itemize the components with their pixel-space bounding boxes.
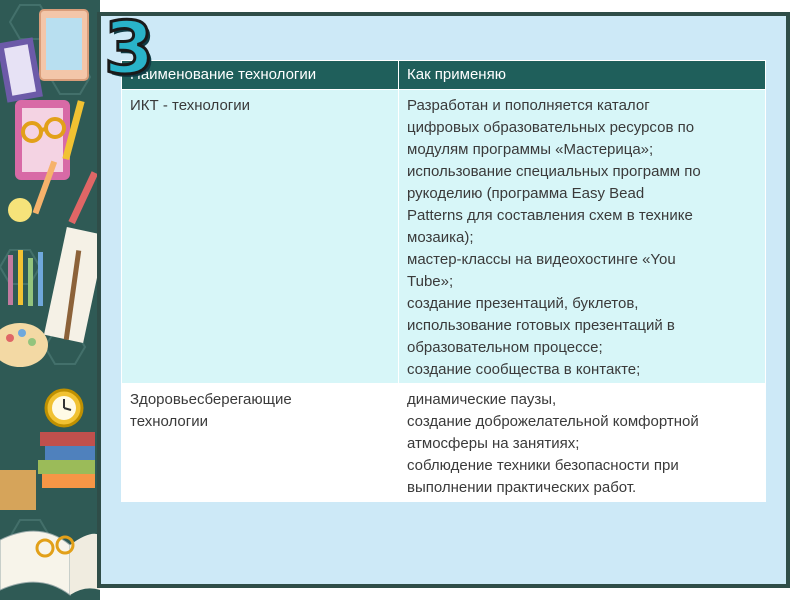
usage-line: использование специальных программ по [407, 163, 701, 180]
usage-line: рукоделию (программа Easy Bead [407, 185, 645, 202]
usage-line: выполнении практических работ. [407, 479, 637, 496]
technology-name-cell [122, 384, 399, 502]
table-row [122, 384, 766, 502]
usage-line: Разработан и пополняется каталог [407, 97, 650, 114]
tablet-icon [40, 10, 88, 80]
usage-line: создание сообщества в контакте; [407, 361, 641, 378]
school-supplies-illustration [0, 0, 100, 600]
books-icon [0, 432, 95, 510]
decorative-sidebar [0, 0, 100, 600]
usage-line: Tube»; [407, 273, 454, 290]
technology-name: технологии [130, 413, 209, 430]
usage-line: модулям программы «Мастерица»; [407, 141, 654, 158]
usage-line: мозаика); [407, 229, 474, 246]
table-header-row [122, 61, 766, 90]
usage-line: цифровых образовательных ресурсов по [407, 119, 695, 136]
usage-line: динамические паузы, [407, 391, 557, 408]
usage-cell [399, 384, 766, 502]
usage-line: атмосферы на занятиях; [407, 435, 580, 452]
table-row [122, 90, 766, 384]
usage-line: создание презентаций, буклетов, [407, 295, 639, 312]
technology-name: ИКТ - технологии [130, 97, 251, 114]
alarm-clock-icon [46, 390, 82, 426]
header-technology-name: Наименование технологии [122, 61, 399, 90]
palette-icon [0, 323, 48, 367]
technology-name-cell [122, 90, 399, 384]
usage-cell [399, 90, 766, 384]
usage-line: соблюдение техники безопасности при [407, 457, 679, 474]
header-how-applied: Как применяю [399, 61, 766, 90]
open-book-icon [0, 531, 100, 595]
usage-line: мастер-классы на видеохостинге «You [407, 251, 676, 268]
usage-line: создание доброжелательной комфортной [407, 413, 699, 430]
usage-line: Patterns для составления схем в технике [407, 207, 693, 224]
slide-number: 3 [104, 6, 155, 90]
technology-name: Здоровьесберегающие [130, 391, 292, 408]
paintbrushes-icon [8, 250, 43, 306]
technology-table [121, 60, 766, 502]
usage-line: использование готовых презентаций в [407, 317, 675, 334]
usage-line: образовательном процессе; [407, 339, 603, 356]
